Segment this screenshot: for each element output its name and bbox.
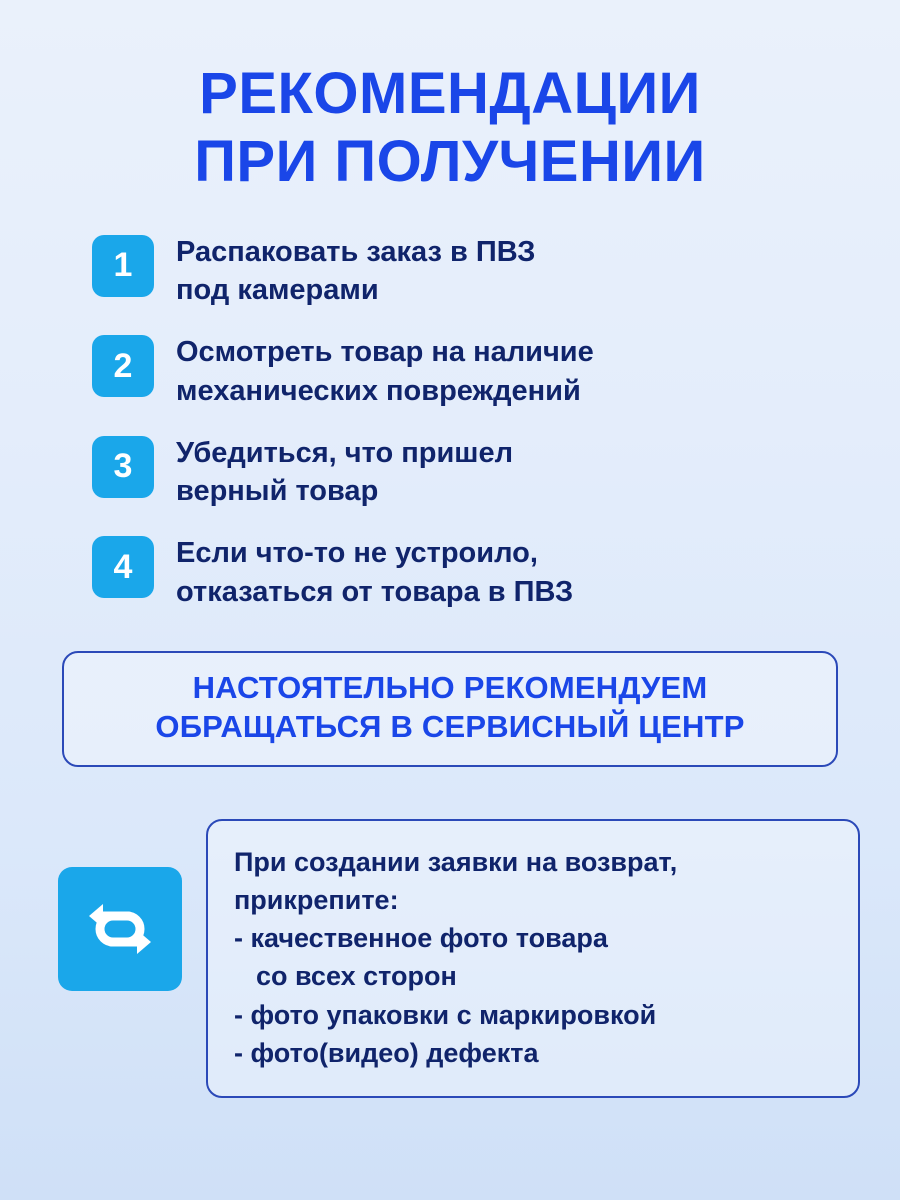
step-text-line-1: Распаковать заказ в ПВЗ	[176, 235, 536, 268]
return-instructions-box	[206, 819, 860, 1099]
list-item	[92, 231, 860, 310]
note-line-2: прикрепите:	[234, 884, 399, 915]
banner-line-2: ОБРАЩАТЬСЯ В СЕРВИСНЫЙ ЦЕНТР	[155, 708, 745, 744]
note-line-3: - качественное фото товара	[234, 923, 608, 954]
step-number-badge: 4	[92, 536, 154, 598]
step-text-line-1: Убедиться, что пришел	[176, 436, 513, 469]
step-number-badge: 2	[92, 335, 154, 397]
return-exchange-icon	[58, 867, 182, 991]
list-item	[92, 331, 860, 410]
note-line-6: - фото(видео) дефекта	[234, 1038, 539, 1069]
step-text-line-2: под камерами	[176, 274, 379, 307]
step-number-badge: 3	[92, 436, 154, 498]
step-text-line-2: отказаться от товара в ПВЗ	[176, 575, 574, 608]
step-text	[176, 532, 573, 611]
step-text-line-1: Осмотреть товар на наличие	[176, 336, 594, 369]
note-line-1: При создании заявки на возврат,	[234, 846, 678, 877]
step-text	[176, 432, 513, 511]
step-text-line-2: механических повреждений	[176, 374, 581, 407]
step-number-badge: 1	[92, 235, 154, 297]
step-text	[176, 231, 535, 310]
step-text	[176, 331, 594, 410]
note-line-5: - фото упаковки с маркировкой	[234, 999, 657, 1030]
page-title	[40, 60, 860, 197]
step-text-line-2: верный товар	[176, 475, 379, 508]
page-title-line-2: ПРИ ПОЛУЧЕНИИ	[194, 129, 706, 195]
list-item	[92, 432, 860, 511]
page-title-line-1: РЕКОМЕНДАЦИИ	[199, 61, 701, 126]
steps-list	[92, 231, 860, 611]
step-text-line-1: Если что-то не устроило,	[176, 537, 538, 570]
return-note-section	[40, 819, 860, 1099]
list-item	[92, 532, 860, 611]
banner-line-1: НАСТОЯТЕЛЬНО РЕКОМЕНДУЕМ	[192, 670, 708, 705]
note-line-4: со всех сторон	[256, 961, 457, 992]
service-center-banner	[62, 651, 838, 767]
